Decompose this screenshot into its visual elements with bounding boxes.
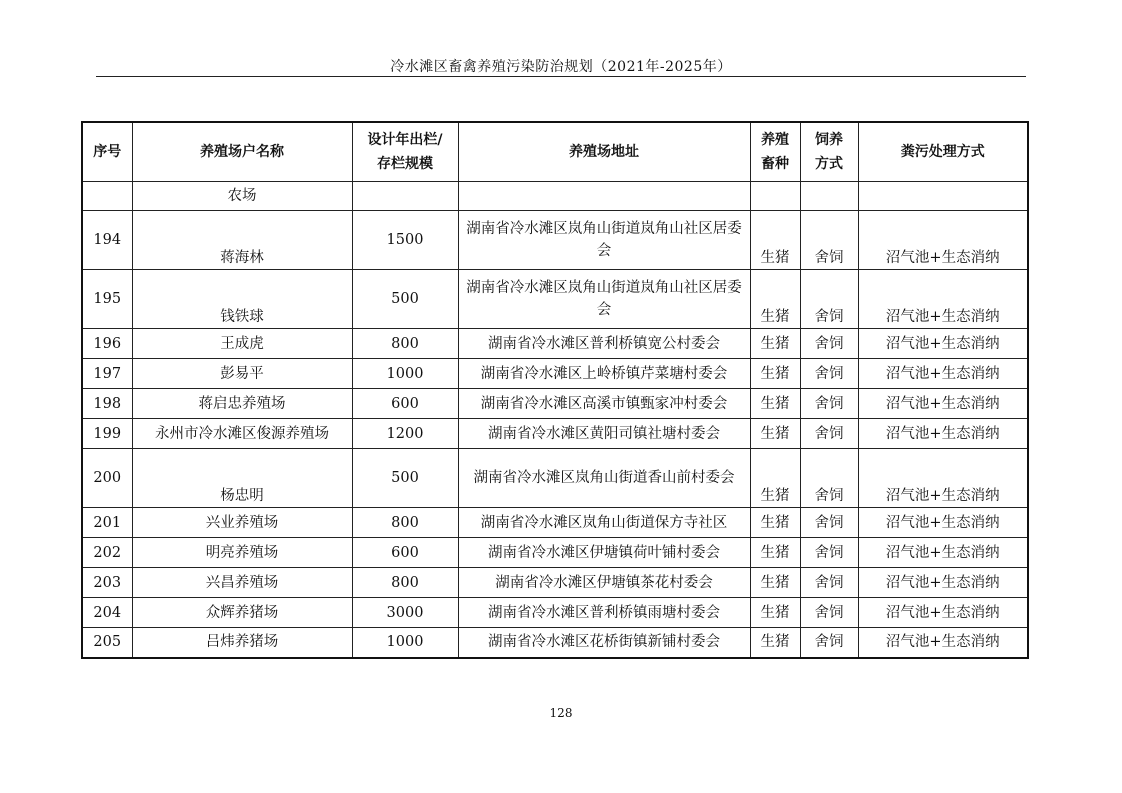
cell-species: 生猪 (750, 270, 800, 329)
cell-treatment: 沼气池+生态消纳 (858, 419, 1028, 449)
cell-index: 196 (82, 329, 132, 359)
table-row (82, 419, 1028, 449)
cell-feeding: 舍饲 (800, 538, 858, 568)
cell-feeding: 舍饲 (800, 419, 858, 449)
cell-index: 199 (82, 419, 132, 449)
cell-address: 湖南省冷水滩区岚角山街道岚角山社区居委会 (458, 270, 750, 329)
cell-treatment: 沼气池+生态消纳 (858, 389, 1028, 419)
cell-scale: 800 (352, 508, 458, 538)
cell-scale (352, 182, 458, 211)
col-header-index: 序号 (82, 122, 132, 182)
cell-treatment: 沼气池+生态消纳 (858, 359, 1028, 389)
cell-feeding: 舍饲 (800, 389, 858, 419)
cell-scale: 600 (352, 538, 458, 568)
cell-index: 203 (82, 568, 132, 598)
cell-treatment (858, 182, 1028, 211)
cell-treatment: 沼气池+生态消纳 (858, 568, 1028, 598)
cell-feeding (800, 182, 858, 211)
cell-address (458, 182, 750, 211)
cell-index: 205 (82, 628, 132, 658)
cell-index (82, 182, 132, 211)
cell-species: 生猪 (750, 449, 800, 508)
page-header-title: 冷水滩区畜禽养殖污染防治规划（2021年-2025年） (390, 59, 732, 75)
cell-scale: 500 (352, 270, 458, 329)
table-row (82, 270, 1028, 329)
cell-name: 永州市冷水滩区俊源养殖场 (132, 419, 352, 449)
col-header-species-line2: 畜种 (761, 156, 789, 172)
farm-table (81, 121, 1029, 659)
col-header-species-line1: 养殖 (761, 132, 789, 148)
cell-address: 湖南省冷水滩区黄阳司镇社塘村委会 (458, 419, 750, 449)
col-header-scale (352, 122, 458, 182)
table-row (82, 329, 1028, 359)
cell-species: 生猪 (750, 359, 800, 389)
cell-name: 杨忠明 (132, 449, 352, 508)
col-header-treatment: 粪污处理方式 (858, 122, 1028, 182)
cell-treatment: 沼气池+生态消纳 (858, 598, 1028, 628)
table-row (82, 389, 1028, 419)
col-header-address: 养殖场地址 (458, 122, 750, 182)
table-row (82, 211, 1028, 270)
table-row (82, 628, 1028, 658)
cell-scale: 800 (352, 568, 458, 598)
cell-feeding: 舍饲 (800, 270, 858, 329)
cell-species: 生猪 (750, 598, 800, 628)
cell-name: 明亮养殖场 (132, 538, 352, 568)
cell-address: 湖南省冷水滩区伊塘镇荷叶铺村委会 (458, 538, 750, 568)
cell-feeding: 舍饲 (800, 628, 858, 658)
cell-treatment: 沼气池+生态消纳 (858, 508, 1028, 538)
cell-feeding: 舍饲 (800, 329, 858, 359)
cell-index: 204 (82, 598, 132, 628)
cell-name: 王成虎 (132, 329, 352, 359)
cell-species: 生猪 (750, 211, 800, 270)
cell-species (750, 182, 800, 211)
col-header-scale-line2: 存栏规模 (377, 156, 433, 172)
cell-index: 201 (82, 508, 132, 538)
cell-name: 吕炜养猪场 (132, 628, 352, 658)
cell-name: 蒋海林 (132, 211, 352, 270)
cell-name: 蒋启忠养殖场 (132, 389, 352, 419)
cell-treatment: 沼气池+生态消纳 (858, 211, 1028, 270)
col-header-scale-line1: 设计年出栏/ (367, 132, 443, 148)
page-number: 128 (549, 706, 573, 720)
table-row-continuation (82, 182, 1028, 211)
table-header-row (82, 122, 1028, 182)
table-row (82, 359, 1028, 389)
cell-feeding: 舍饲 (800, 508, 858, 538)
cell-scale: 3000 (352, 598, 458, 628)
table-row (82, 508, 1028, 538)
cell-name: 兴业养殖场 (132, 508, 352, 538)
cell-index: 200 (82, 449, 132, 508)
cell-index: 202 (82, 538, 132, 568)
cell-scale: 600 (352, 389, 458, 419)
col-header-feeding-line2: 方式 (815, 156, 843, 172)
cell-address: 湖南省冷水滩区岚角山街道香山前村委会 (458, 449, 750, 508)
cell-scale: 1000 (352, 359, 458, 389)
col-header-species (750, 122, 800, 182)
table-row (82, 598, 1028, 628)
cell-scale: 800 (352, 329, 458, 359)
cell-treatment: 沼气池+生态消纳 (858, 538, 1028, 568)
cell-address: 湖南省冷水滩区上岭桥镇芹菜塘村委会 (458, 359, 750, 389)
cell-species: 生猪 (750, 508, 800, 538)
cell-index: 195 (82, 270, 132, 329)
cell-feeding: 舍饲 (800, 568, 858, 598)
cell-feeding: 舍饲 (800, 211, 858, 270)
cell-species: 生猪 (750, 538, 800, 568)
cell-species: 生猪 (750, 568, 800, 598)
cell-address: 湖南省冷水滩区高溪市镇甄家冲村委会 (458, 389, 750, 419)
cell-name: 农场 (132, 182, 352, 211)
cell-address: 湖南省冷水滩区花桥街镇新铺村委会 (458, 628, 750, 658)
cell-feeding: 舍饲 (800, 359, 858, 389)
cell-address: 湖南省冷水滩区岚角山街道保方寺社区 (458, 508, 750, 538)
cell-treatment: 沼气池+生态消纳 (858, 270, 1028, 329)
cell-species: 生猪 (750, 389, 800, 419)
cell-name: 钱铁球 (132, 270, 352, 329)
cell-index: 197 (82, 359, 132, 389)
cell-address: 湖南省冷水滩区岚角山街道岚角山社区居委会 (458, 211, 750, 270)
cell-treatment: 沼气池+生态消纳 (858, 628, 1028, 658)
cell-scale: 1500 (352, 211, 458, 270)
cell-species: 生猪 (750, 419, 800, 449)
col-header-name: 养殖场户名称 (132, 122, 352, 182)
col-header-feeding (800, 122, 858, 182)
cell-scale: 1200 (352, 419, 458, 449)
table-row (82, 538, 1028, 568)
cell-species: 生猪 (750, 628, 800, 658)
table-row (82, 449, 1028, 508)
cell-address: 湖南省冷水滩区伊塘镇茶花村委会 (458, 568, 750, 598)
cell-scale: 500 (352, 449, 458, 508)
cell-species: 生猪 (750, 329, 800, 359)
cell-feeding: 舍饲 (800, 598, 858, 628)
cell-name: 兴昌养殖场 (132, 568, 352, 598)
cell-feeding: 舍饲 (800, 449, 858, 508)
cell-name: 彭易平 (132, 359, 352, 389)
cell-index: 198 (82, 389, 132, 419)
table-row (82, 568, 1028, 598)
cell-scale: 1000 (352, 628, 458, 658)
cell-address: 湖南省冷水滩区普利桥镇宽公村委会 (458, 329, 750, 359)
cell-treatment: 沼气池+生态消纳 (858, 449, 1028, 508)
cell-index: 194 (82, 211, 132, 270)
cell-name: 众辉养猪场 (132, 598, 352, 628)
col-header-feeding-line1: 饲养 (815, 132, 843, 148)
cell-address: 湖南省冷水滩区普利桥镇雨塘村委会 (458, 598, 750, 628)
header-rule (96, 76, 1026, 77)
cell-treatment: 沼气池+生态消纳 (858, 329, 1028, 359)
